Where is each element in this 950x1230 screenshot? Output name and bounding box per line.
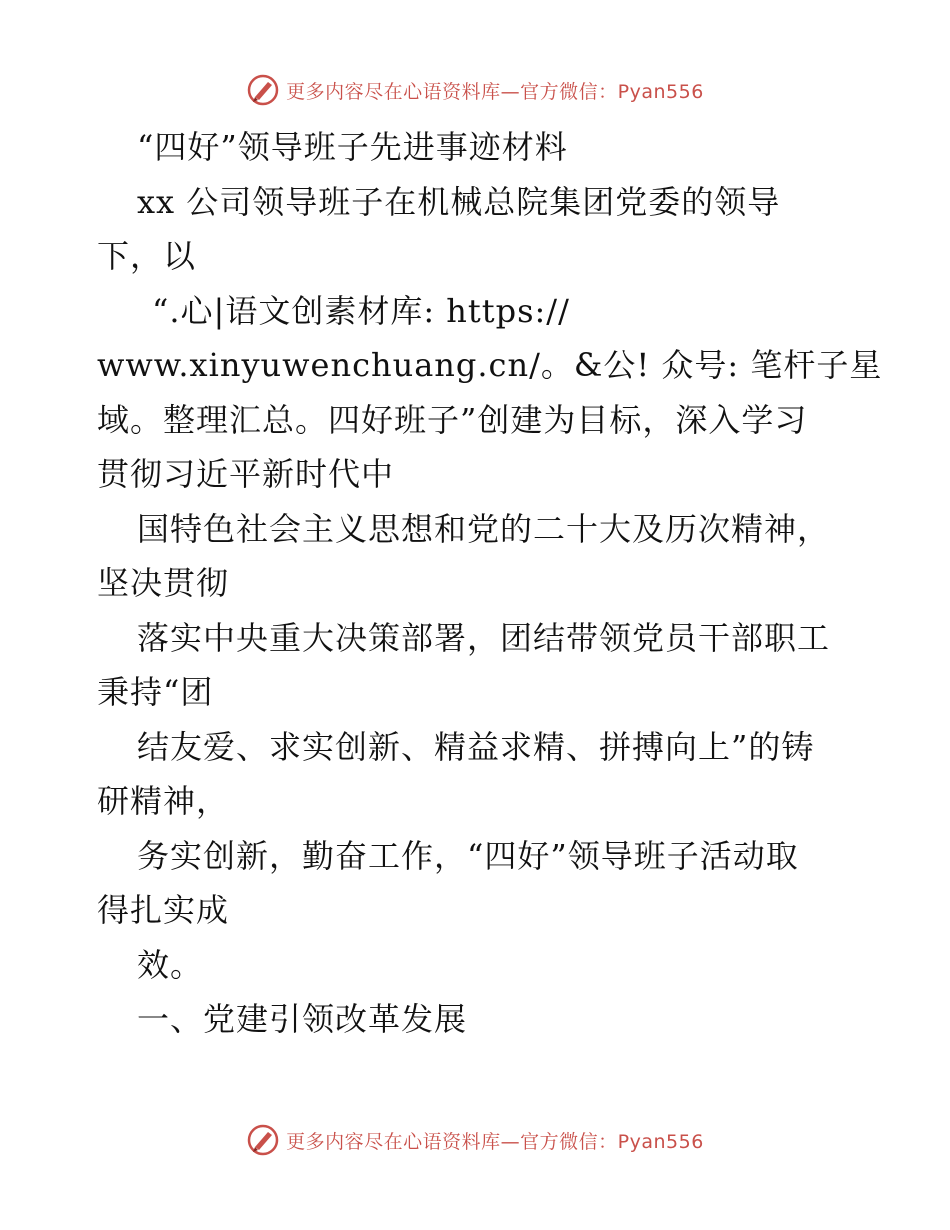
paragraph-line: 国特色社会主义思想和党的二十大及历次精神， — [137, 509, 831, 548]
paragraph-line: 落实中央重大决策部署，团结带领党员干部职工 — [137, 618, 831, 657]
paragraph-line: 务实创新，勤奋工作，“四好”领导班子活动取 — [137, 836, 799, 875]
paragraph-line: 下，以 — [97, 237, 197, 275]
header-watermark-banner — [0, 70, 950, 110]
pen-circle-icon — [246, 73, 280, 107]
pen-circle-icon — [246, 1123, 280, 1157]
document-title: “四好”领导班子先进事迹材料 — [137, 128, 568, 166]
paragraph-line: 坚决贯彻 — [97, 564, 230, 602]
paragraph-line: 研精神， — [97, 782, 230, 820]
paragraph-line: 贯彻习近平新时代中 — [97, 455, 395, 493]
paragraph-line: www.xinyuwenchuang.cn/。&公! 众号: 笔杆子星 — [97, 346, 883, 384]
paragraph-line: 得扎实成 — [97, 891, 230, 929]
paragraph-line: xx 公司领导班子在机械总院集团党委的领导 — [137, 182, 781, 221]
footer-watermark-banner — [0, 1120, 950, 1160]
paragraph-line: 秉持“团 — [97, 673, 214, 711]
paragraph-line: 效。 — [137, 945, 204, 984]
document-body — [97, 120, 883, 1047]
paragraph-line: “.心|语文创素材库: https:// — [152, 291, 570, 330]
header-watermark-text: 更多内容尽在心语资料库—官方微信：Pyan556 — [286, 80, 704, 103]
section-heading: 一、党建引领改革发展 — [137, 1000, 468, 1038]
paragraph-line: 域。整理汇总。四好班子”创建为目标，深入学习 — [97, 400, 808, 439]
paragraph-line: 结友爱、求实创新、精益求精、拼搏向上”的铸 — [137, 727, 815, 766]
footer-watermark-text: 更多内容尽在心语资料库—官方微信：Pyan556 — [286, 1130, 704, 1153]
